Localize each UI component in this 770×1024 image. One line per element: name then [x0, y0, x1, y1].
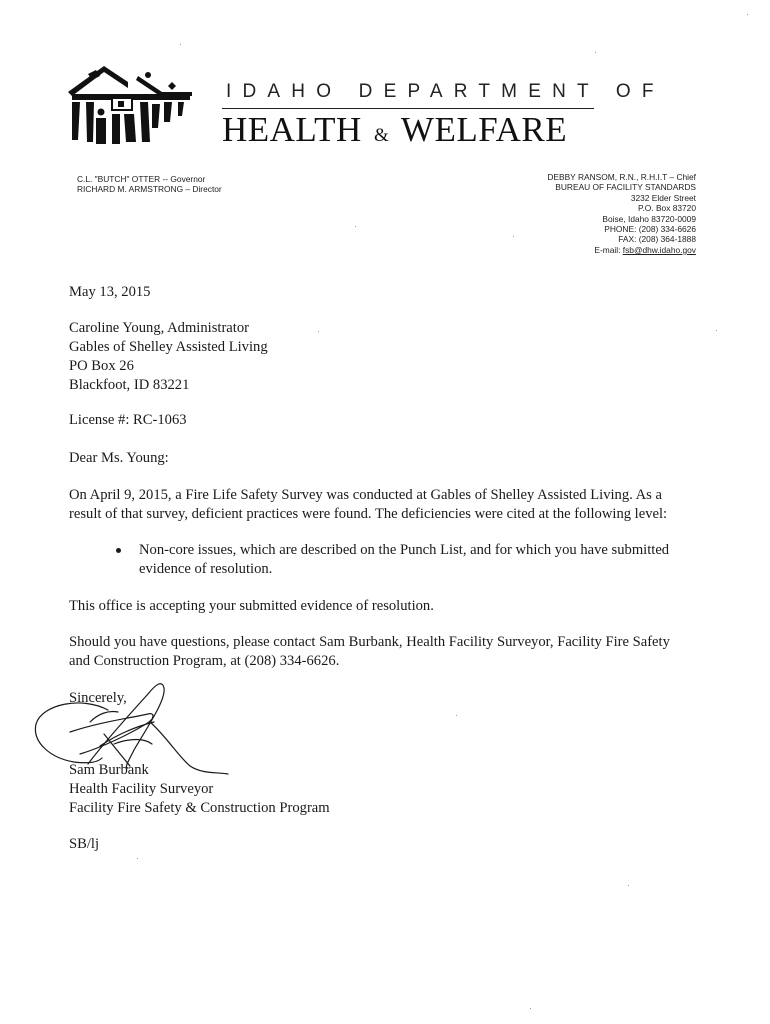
welfare-word: WELFARE [400, 110, 568, 149]
paragraph-contact [69, 633, 670, 671]
scan-speck [628, 885, 629, 886]
scan-speck [318, 331, 319, 332]
recipient-name: Caroline Young, Administrator [69, 320, 249, 336]
signer-program: Facility Fire Safety & Construction Program [69, 800, 330, 816]
scan-speck [530, 1008, 531, 1009]
paragraph-contact-line1: Should you have questions, please contact Sam Burbank, Health Facility Surveyor, Facility Fire Safety [69, 634, 670, 650]
deficiency-list [139, 541, 669, 579]
pobox-line: P.O. Box 83720 [637, 203, 696, 214]
city-line: Boise, Idaho 83720-0009 [602, 213, 696, 224]
list-item [139, 541, 669, 579]
closing: Sincerely, [69, 690, 127, 706]
signer-title: Health Facility Surveyor [69, 781, 214, 797]
ampersand: & [374, 125, 390, 146]
phone-line: PHONE: (208) 334-6626 [604, 224, 696, 235]
department-line: IDAHO DEPARTMENT OF [226, 81, 665, 102]
letterhead-rule [222, 108, 594, 109]
bureau-contact-block [547, 172, 696, 255]
bureau-line: BUREAU OF FACILITY STANDARDS [555, 182, 696, 193]
health-word: HEALTH [222, 110, 362, 149]
signer-block [69, 761, 330, 818]
scan-speck [180, 44, 181, 45]
email-label: E-mail: [594, 244, 621, 255]
street-line: 3232 Elder Street [630, 192, 696, 203]
bullet-icon [116, 548, 121, 553]
typist-initials: SB/lj [69, 836, 100, 852]
scan-speck [355, 226, 356, 227]
governor-line: C.L. "BUTCH" OTTER -- Governor [77, 174, 206, 184]
paragraph-contact-line2: and Construction Program, at (208) 334-6626. [69, 653, 340, 669]
director-line: RICHARD M. ARMSTRONG – Director [77, 184, 222, 195]
letter-date: May 13, 2015 [69, 284, 151, 300]
paragraph-survey-line1: On April 9, 2015, a Fire Life Safety Survey was conducted at Gables of Shelley Assisted Living. As a [69, 487, 662, 503]
idhw-logo [66, 62, 196, 146]
chief-line: DEBBY RANSOM, R.N., R.H.I.T – Chief [547, 172, 696, 182]
scan-speck [513, 236, 514, 237]
scan-speck [595, 52, 596, 53]
scan-speck [456, 715, 457, 716]
email-link[interactable]: fsb@dhw.idaho.gov [622, 244, 696, 255]
license-number: License #: RC-1063 [69, 412, 187, 428]
recipient-facility: Gables of Shelley Assisted Living [69, 339, 268, 355]
scan-speck [137, 858, 138, 859]
email-line [547, 245, 696, 255]
paragraph-acceptance: This office is accepting your submitted evidence of resolution. [69, 598, 434, 614]
recipient-address [69, 319, 268, 395]
paragraph-survey [69, 486, 667, 524]
scan-speck [716, 330, 717, 331]
bullet-line2: evidence of resolution. [139, 561, 273, 577]
recipient-pobox: PO Box 26 [69, 358, 134, 374]
department-name [222, 110, 567, 150]
bullet-line1: Non-core issues, which are described on the Punch List, and for which you have submitted [139, 542, 670, 558]
paragraph-survey-line2: result of that survey, deficient practices were found. The deficiencies were cited at the following level: [69, 506, 668, 522]
fax-line: FAX: (208) 364-1888 [618, 234, 696, 245]
recipient-city: Blackfoot, ID 83221 [69, 377, 190, 393]
salutation: Dear Ms. Young: [69, 450, 169, 466]
signer-name: Sam Burbank [69, 762, 149, 778]
scan-speck [747, 14, 748, 15]
officials-block [77, 174, 222, 195]
